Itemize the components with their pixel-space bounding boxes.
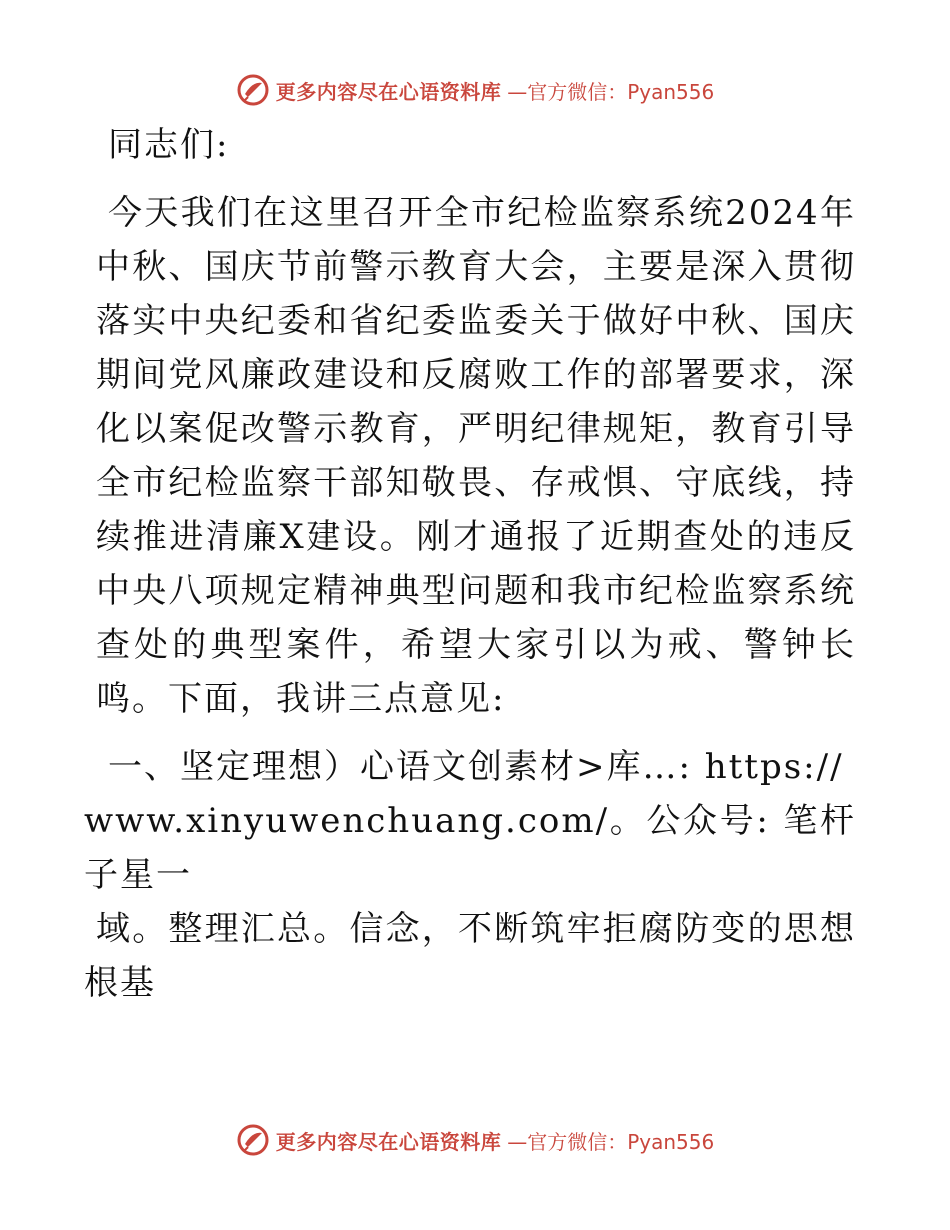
xinyu-logo-icon bbox=[236, 73, 270, 107]
banner-wechat: —官方微信：Pyan556 bbox=[507, 79, 715, 104]
xinyu-logo-icon bbox=[236, 1123, 270, 1157]
document-body bbox=[84, 118, 856, 1024]
section-1-url-line: www.xinyuwenchuang.com/。公众号: 笔杆子星一 bbox=[84, 801, 856, 895]
banner-title: 更多内容尽在心语资料库 bbox=[275, 79, 502, 104]
footer-banner bbox=[0, 1118, 950, 1162]
header-banner bbox=[0, 68, 950, 112]
section-1-prefix: 一、坚定理想）心语文创素材>库…: https:// bbox=[108, 747, 844, 787]
banner-title: 更多内容尽在心语资料库 bbox=[275, 1129, 502, 1154]
paragraph-1: 今天我们在这里召开全市纪检监察系统2024年中秋、国庆节前警示教育大会，主要是深入贯彻落实中央纪委和省纪委监委关于做好中秋、国庆期间党风廉政建设和反腐败工作的部署要求，深化以案促改警示教育，严明纪律规矩，教育引导全市纪检监察干部知敬畏、存戒惧、守底线，持续推进清廉X建设。刚才通报了近期查处的违反中央八项规定精神典型问题和我市纪检监察系统查处的典型案件，希望大家引以为戒、警钟长鸣。下面，我讲三点意见: bbox=[96, 193, 856, 719]
section-1-rest: 域。整理汇总。信念，不断筑牢拒腐防变的思想根基 bbox=[84, 909, 856, 1003]
banner-wechat: —官方微信：Pyan556 bbox=[507, 1129, 715, 1154]
section-1-heading bbox=[84, 740, 856, 1010]
salutation: 同志们: bbox=[108, 125, 230, 165]
